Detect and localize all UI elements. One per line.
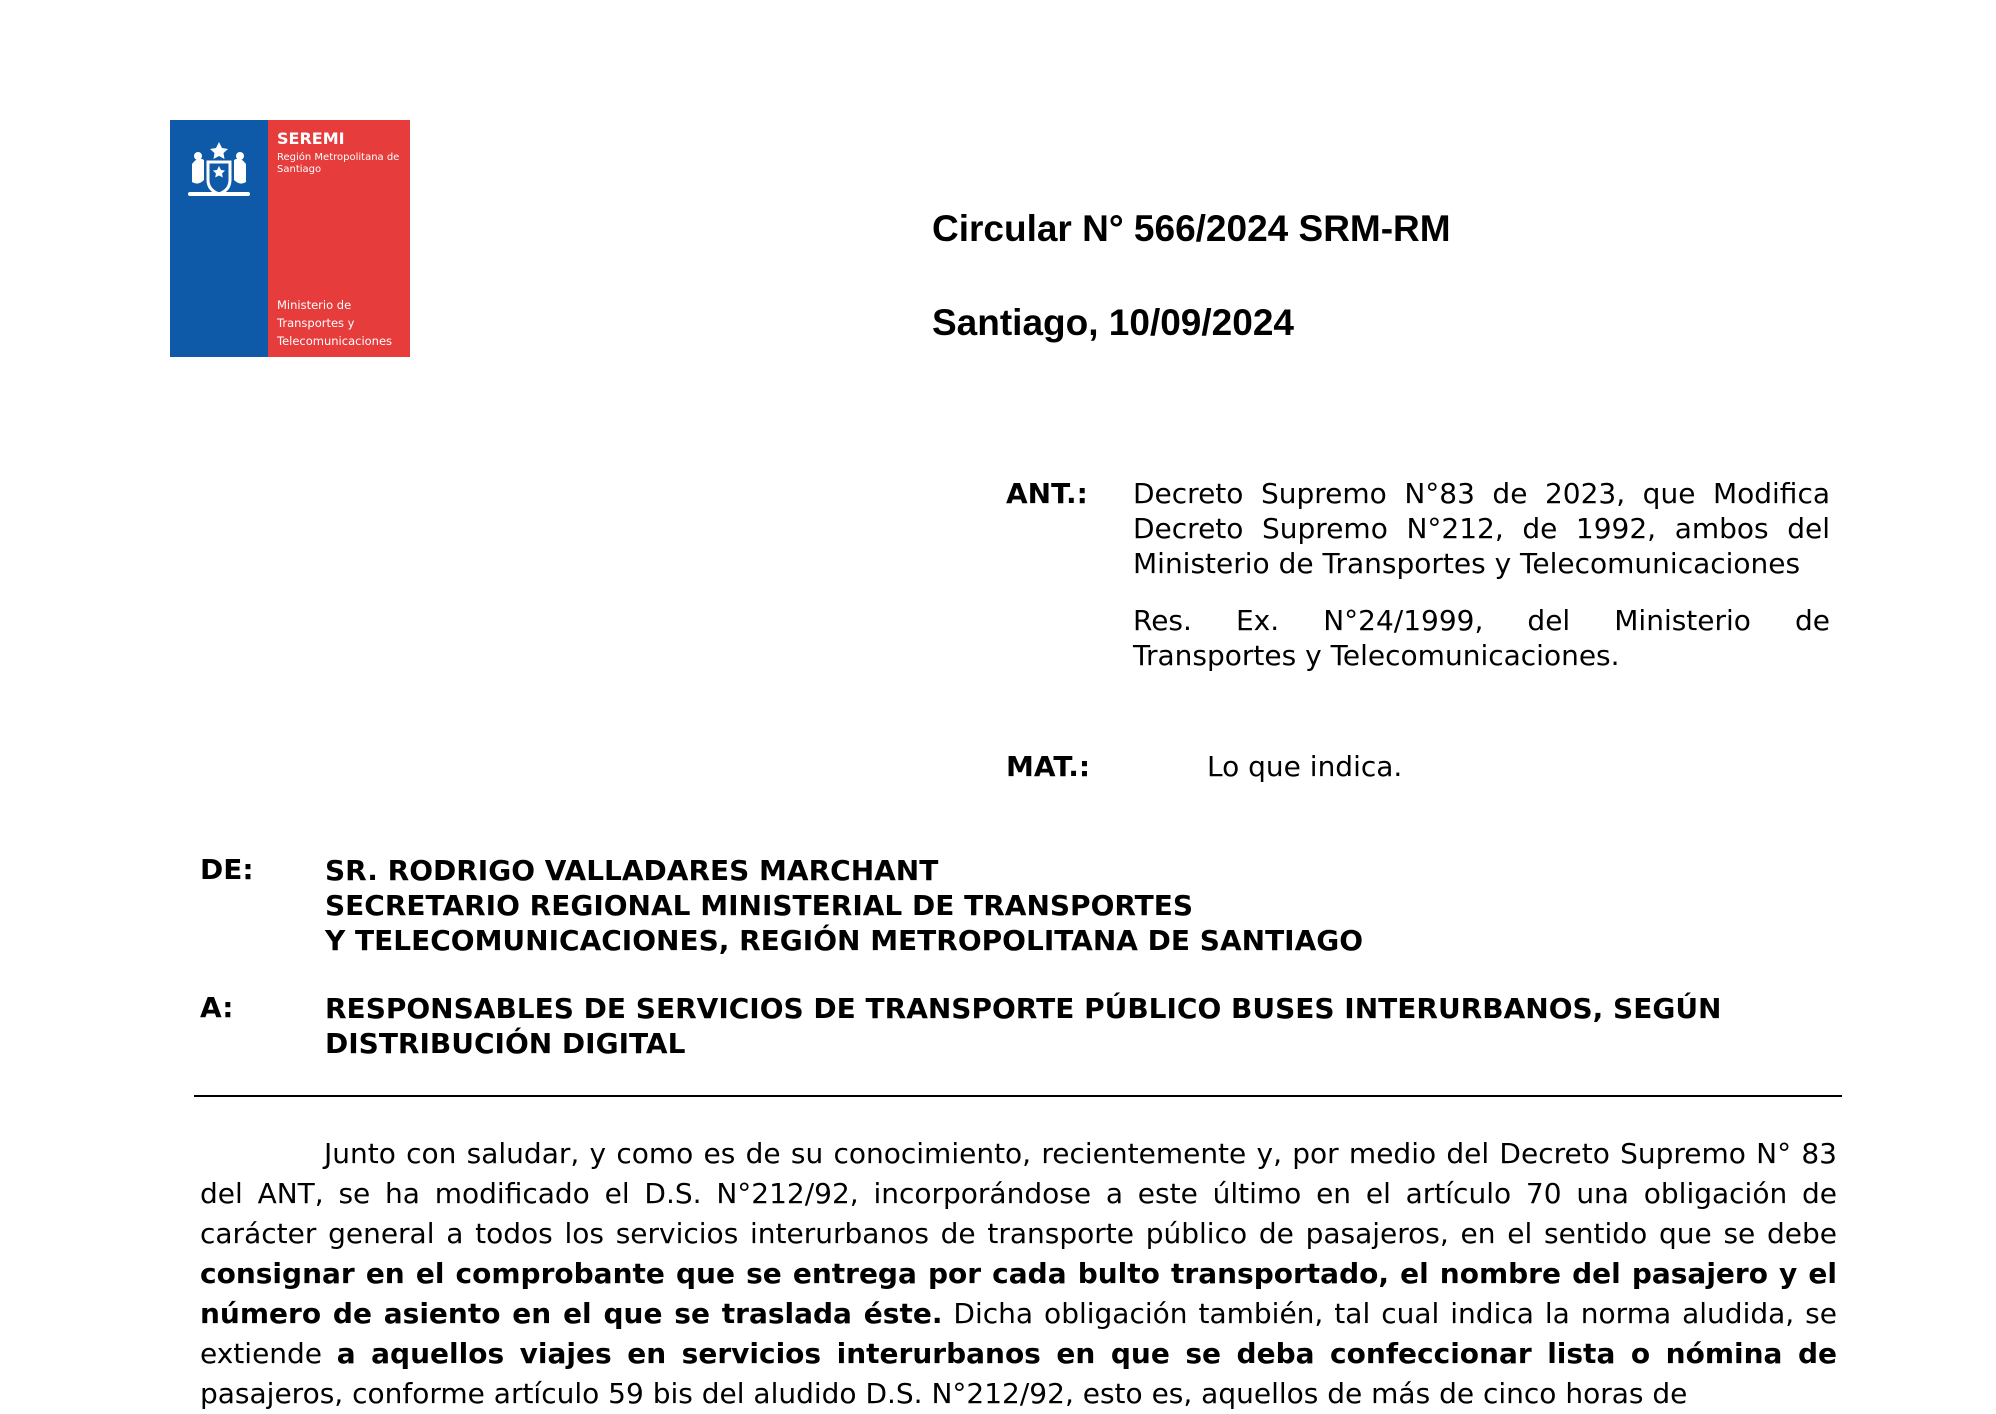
de-sender [325, 853, 1363, 958]
place-date: Santiago, 10/09/2024 [932, 302, 1294, 343]
de-label: DE: [200, 853, 254, 886]
de-line: SECRETARIO REGIONAL MINISTERIAL DE TRANSPORTES [325, 889, 1194, 922]
ant-label: ANT.: [1006, 477, 1088, 510]
logo-ministry-line: Transportes y [277, 316, 355, 330]
de-line: Y TELECOMUNICACIONES, REGIÓN METROPOLITANA DE SANTIAGO [325, 924, 1364, 957]
chile-coat-of-arms-icon [178, 134, 260, 204]
mat-label: MAT.: [1006, 750, 1091, 783]
body-paragraph [200, 1134, 1837, 1414]
mat-text: Lo que indica. [1207, 750, 1403, 783]
seremi-logo [170, 120, 410, 357]
body-text: Dicha obligación también, tal cual indica la norma aludida, se extiende [200, 1297, 1837, 1370]
ant-item-1-line: Decreto Supremo N°212, de 1992, ambos del [1133, 512, 1830, 545]
logo-seremi: SEREMI [277, 129, 345, 148]
ant-item-2 [1133, 603, 1830, 673]
logo-blue-panel [170, 120, 268, 357]
a-recipient: RESPONSABLES DE SERVICIOS DE TRANSPORTE PÚBLICO BUSES INTERURBANOS, SEGÚN DISTRIBUCIÓN DIGITAL [325, 992, 1722, 1060]
circular-number: Circular N° 566/2024 SRM-RM [932, 208, 1451, 249]
body-text: Junto con saludar, y como es de su conocimiento, recientemente y, por medio del Decreto Supremo N° 83 del ANT, se ha modificado el D.S. N°212/92, incorporándose a este último en el artículo 70 una obligación de carácter general a todos los servicios interurbanos de transporte público de pasajeros, en el sentido que se debe [200, 1137, 1837, 1250]
ant-item-1-line: Decreto Supremo N°83 de 2023, que Modifica [1133, 477, 1830, 510]
logo-region: Región Metropolitana de Santiago [277, 152, 400, 175]
logo-ministry-line: Telecomunicaciones [277, 334, 393, 348]
ant-item-1-line: Ministerio de Transportes y Telecomunicaciones [1133, 547, 1801, 580]
body-text: pasajeros, conforme artículo 59 bis del aludido D.S. N°212/92, esto es, aquellos de más de cinco horas de [200, 1377, 1688, 1410]
ant-item-2-line: Res. Ex. N°24/1999, del Ministerio de [1133, 604, 1830, 637]
divider-line [194, 1095, 1842, 1097]
ant-item-1 [1133, 476, 1830, 581]
logo-ministry [277, 296, 412, 350]
logo-ministry-line: Ministerio de [277, 298, 352, 312]
body-bold-text: consignar en el comprobante que se entrega por cada bulto transportado, el nombre del pasajero y el número de asiento en el que se traslada éste. [200, 1257, 1837, 1330]
body-bold-text: a aquellos viajes en servicios interurbanos en que se deba confeccionar lista o nómina de [336, 1337, 1837, 1370]
logo-red-panel [268, 120, 410, 357]
a-label: A: [200, 991, 234, 1024]
ant-item-2-line: Transportes y Telecomunicaciones. [1133, 639, 1620, 672]
de-line: SR. RODRIGO VALLADARES MARCHANT [325, 854, 939, 887]
